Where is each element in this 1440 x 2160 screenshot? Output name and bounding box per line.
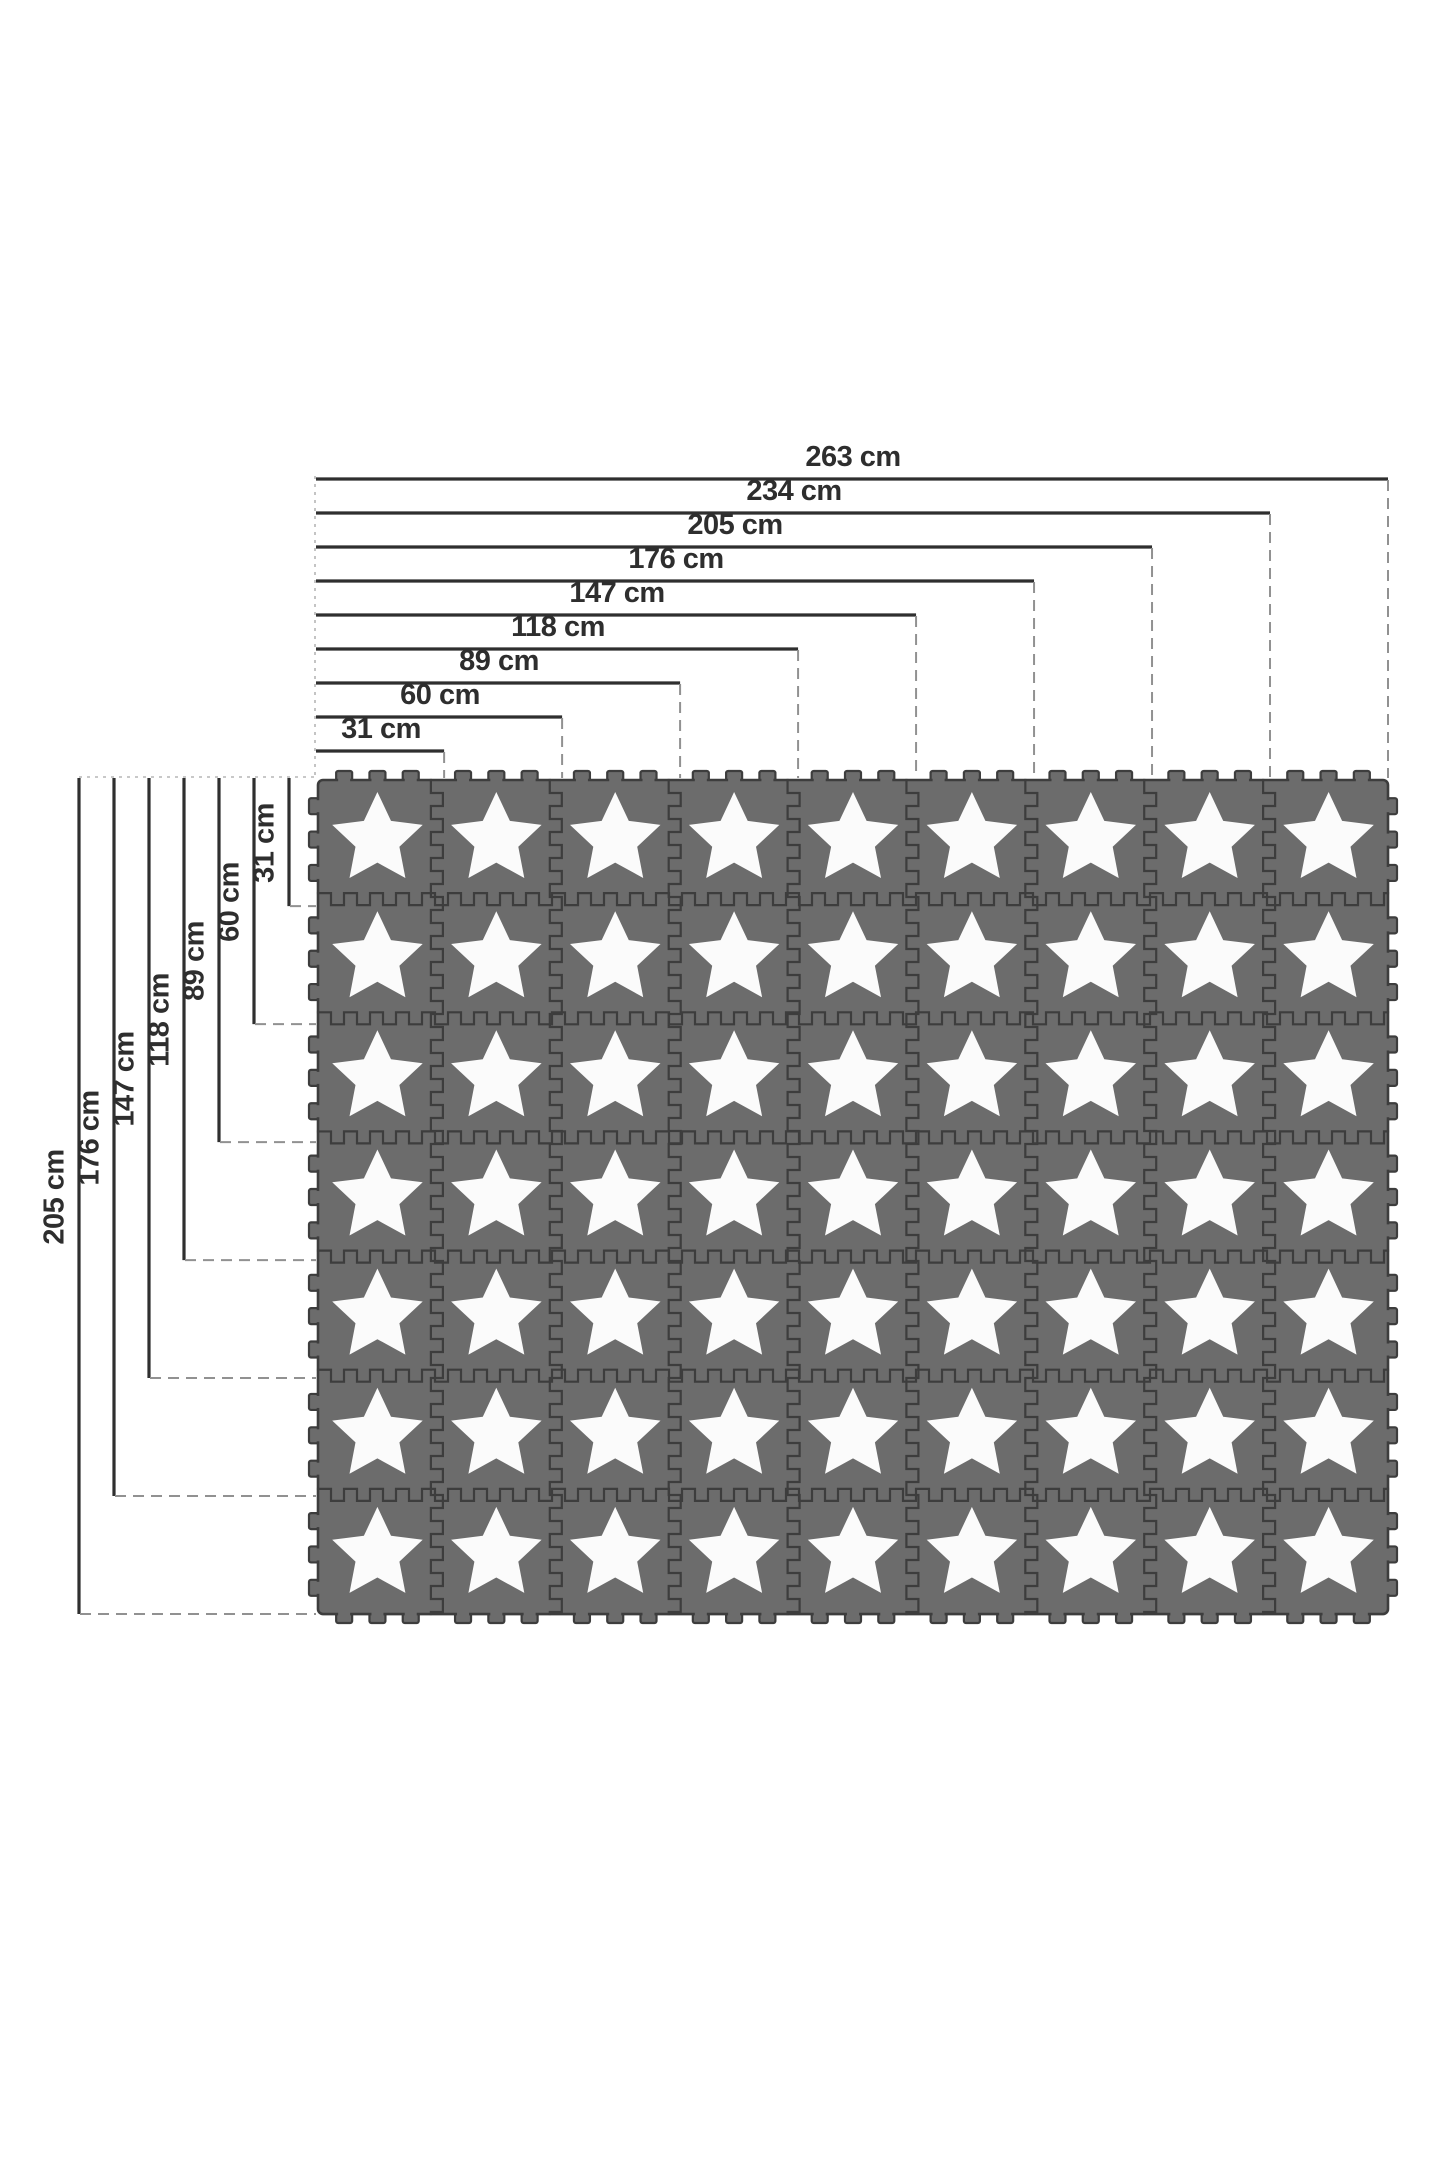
left-dimension-label-205: 205 cm	[38, 1149, 71, 1245]
top-dimension-label-263: 263 cm	[805, 441, 901, 473]
left-dimension-label-60: 60 cm	[213, 862, 246, 942]
top-dimension-label-147: 147 cm	[569, 577, 665, 609]
left-dimension-ladder	[79, 778, 316, 1614]
left-dimension-label-176: 176 cm	[73, 1090, 106, 1186]
extension-guides	[79, 476, 315, 777]
top-dimension-ladder	[316, 475, 1388, 778]
left-dimension-label-89: 89 cm	[178, 921, 211, 1001]
left-dimension-label-31: 31 cm	[248, 803, 281, 883]
top-dimension-label-60: 60 cm	[400, 679, 480, 711]
top-dimension-label-31: 31 cm	[341, 713, 421, 745]
top-dimension-label-89: 89 cm	[459, 645, 539, 677]
top-dimension-label-205: 205 cm	[687, 509, 783, 541]
top-dimension-label-118: 118 cm	[511, 611, 605, 643]
left-dimension-label-147: 147 cm	[108, 1031, 141, 1127]
top-dimension-label-234: 234 cm	[746, 475, 842, 507]
top-dimension-label-176: 176 cm	[628, 543, 724, 575]
left-dimension-label-118: 118 cm	[143, 973, 176, 1067]
play-mat	[309, 771, 1397, 1623]
